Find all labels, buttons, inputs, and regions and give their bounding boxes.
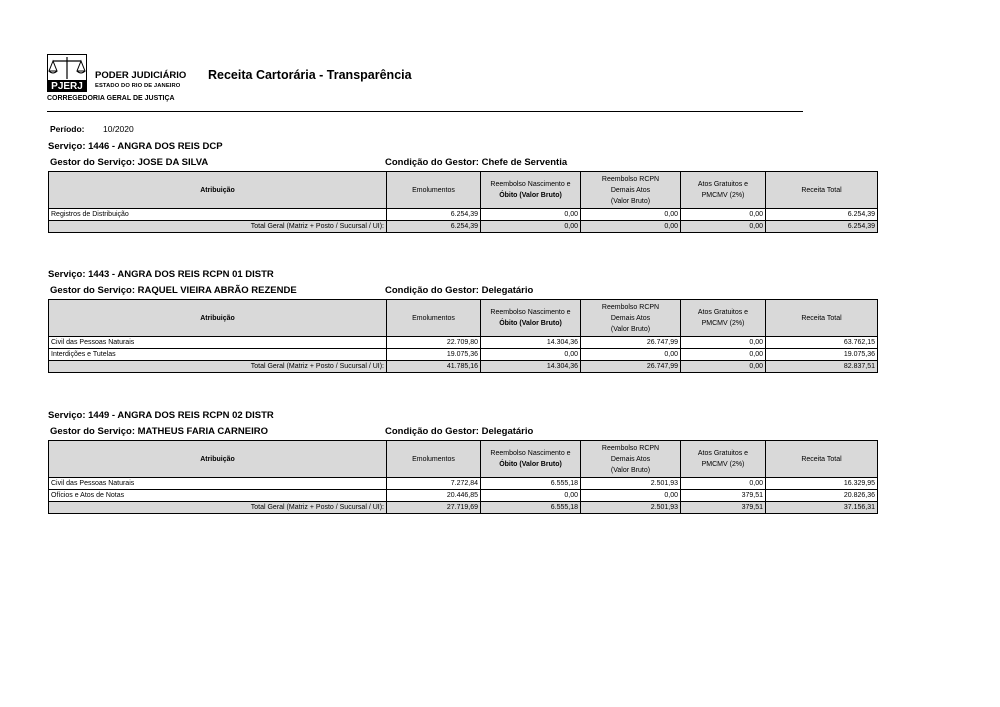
- cell-reembolso-rcpn: 2.501,93: [581, 478, 681, 490]
- total-emolumentos: 27.719,69: [387, 502, 481, 514]
- cell-reembolso-rcpn: 26.747,99: [581, 337, 681, 349]
- col-reembolso-rcpn: Reembolso RCPN Demais Atos (Valor Bruto): [581, 300, 681, 337]
- cell-atos-gratuitos: 379,51: [681, 490, 766, 502]
- cell-reembolso-nascimento: 0,00: [481, 490, 581, 502]
- cell-atos-gratuitos: 0,00: [681, 478, 766, 490]
- gestor-condition: Condição do Gestor: Chefe de Serventia: [385, 157, 568, 168]
- cell-atribuicao: Registros de Distribuição: [49, 209, 387, 221]
- col-receita-total: Receita Total: [766, 441, 878, 478]
- periodo-label: Período:: [50, 124, 85, 134]
- header-divider: [47, 111, 803, 112]
- svg-text:PJERJ: PJERJ: [51, 81, 83, 92]
- col-receita-total: Receita Total: [766, 300, 878, 337]
- corregedoria-label: CORREGEDORIA GERAL DE JUSTIÇA: [47, 95, 175, 102]
- total-reembolso-nascimento: 14.304,36: [481, 361, 581, 373]
- total-atos-gratuitos: 0,00: [681, 361, 766, 373]
- total-reembolso-nascimento: 6.555,18: [481, 502, 581, 514]
- col-reembolso-rcpn: Reembolso RCPN Demais Atos (Valor Bruto): [581, 441, 681, 478]
- cell-reembolso-rcpn: 0,00: [581, 209, 681, 221]
- col-emolumentos: Emolumentos: [387, 300, 481, 337]
- cell-receita-total: 6.254,39: [766, 209, 878, 221]
- table-row: [49, 478, 878, 490]
- table-row: [49, 209, 878, 221]
- total-reembolso-nascimento: 0,00: [481, 221, 581, 233]
- col-atribuicao: Atribuição: [49, 300, 387, 337]
- col-atos-gratuitos: Atos Gratuitos e PMCMV (2%): [681, 300, 766, 337]
- service-section: [48, 269, 878, 373]
- table-row: [49, 337, 878, 349]
- total-reembolso-rcpn: 0,00: [581, 221, 681, 233]
- total-emolumentos: 6.254,39: [387, 221, 481, 233]
- total-label: Total Geral (Matriz + Posto / Sucursal / UI):: [49, 221, 387, 233]
- total-atos-gratuitos: 0,00: [681, 221, 766, 233]
- cell-emolumentos: 6.254,39: [387, 209, 481, 221]
- gestor-condition: Condição do Gestor: Delegatário: [385, 426, 534, 437]
- service-title: Serviço: 1443 - ANGRA DOS REIS RCPN 01 DISTR: [48, 269, 274, 280]
- gestor-name: Gestor do Serviço: JOSE DA SILVA: [50, 157, 209, 168]
- total-receita-total: 82.837,51: [766, 361, 878, 373]
- cell-atos-gratuitos: 0,00: [681, 209, 766, 221]
- cell-receita-total: 63.762,15: [766, 337, 878, 349]
- total-receita-total: 6.254,39: [766, 221, 878, 233]
- col-atribuicao: Atribuição: [49, 441, 387, 478]
- periodo-value: 10/2020: [103, 124, 134, 134]
- service-title: Serviço: 1449 - ANGRA DOS REIS RCPN 02 DISTR: [48, 410, 274, 421]
- total-row: [49, 221, 878, 233]
- cell-atribuicao: Civil das Pessoas Naturais: [49, 478, 387, 490]
- cell-reembolso-nascimento: 14.304,36: [481, 337, 581, 349]
- pjerj-logo: [47, 54, 87, 92]
- col-atos-gratuitos: Atos Gratuitos e PMCMV (2%): [681, 172, 766, 209]
- cell-emolumentos: 7.272,84: [387, 478, 481, 490]
- total-emolumentos: 41.785,16: [387, 361, 481, 373]
- table-header-row: [49, 441, 878, 478]
- table-row: [49, 349, 878, 361]
- cell-reembolso-nascimento: 0,00: [481, 209, 581, 221]
- gestor-condition: Condição do Gestor: Delegatário: [385, 285, 534, 296]
- total-reembolso-rcpn: 2.501,93: [581, 502, 681, 514]
- cell-emolumentos: 22.709,80: [387, 337, 481, 349]
- total-row: [49, 361, 878, 373]
- col-atos-gratuitos: Atos Gratuitos e PMCMV (2%): [681, 441, 766, 478]
- service-title: Serviço: 1446 - ANGRA DOS REIS DCP: [48, 141, 223, 152]
- total-row: [49, 502, 878, 514]
- table-row: [49, 490, 878, 502]
- cell-reembolso-nascimento: 0,00: [481, 349, 581, 361]
- total-reembolso-rcpn: 26.747,99: [581, 361, 681, 373]
- col-emolumentos: Emolumentos: [387, 441, 481, 478]
- report-title: Receita Cartorária - Transparência: [208, 68, 412, 82]
- cell-reembolso-rcpn: 0,00: [581, 490, 681, 502]
- cell-atribuicao: Interdições e Tutelas: [49, 349, 387, 361]
- cell-receita-total: 16.329,95: [766, 478, 878, 490]
- cell-reembolso-rcpn: 0,00: [581, 349, 681, 361]
- table-header-row: [49, 172, 878, 209]
- cell-atribuicao: Civil das Pessoas Naturais: [49, 337, 387, 349]
- col-reembolso-rcpn: Reembolso RCPN Demais Atos (Valor Bruto): [581, 172, 681, 209]
- col-reembolso-nascimento: Reembolso Nascimento e Óbito (Valor Bruto): [481, 300, 581, 337]
- total-label: Total Geral (Matriz + Posto / Sucursal / UI):: [49, 502, 387, 514]
- service-section: [48, 410, 878, 514]
- cell-receita-total: 20.826,36: [766, 490, 878, 502]
- revenue-table: [48, 299, 878, 373]
- total-atos-gratuitos: 379,51: [681, 502, 766, 514]
- cell-atos-gratuitos: 0,00: [681, 349, 766, 361]
- org-name: PODER JUDICIÁRIO: [95, 70, 187, 81]
- cell-atos-gratuitos: 0,00: [681, 337, 766, 349]
- cell-emolumentos: 19.075,36: [387, 349, 481, 361]
- col-emolumentos: Emolumentos: [387, 172, 481, 209]
- revenue-table: [48, 440, 878, 514]
- cell-receita-total: 19.075,36: [766, 349, 878, 361]
- col-receita-total: Receita Total: [766, 172, 878, 209]
- table-header-row: [49, 300, 878, 337]
- cell-reembolso-nascimento: 6.555,18: [481, 478, 581, 490]
- service-section: [48, 141, 878, 233]
- total-label: Total Geral (Matriz + Posto / Sucursal / UI):: [49, 361, 387, 373]
- total-receita-total: 37.156,31: [766, 502, 878, 514]
- cell-atribuicao: Ofícios e Atos de Notas: [49, 490, 387, 502]
- gestor-name: Gestor do Serviço: MATHEUS FARIA CARNEIRO: [50, 426, 268, 437]
- col-reembolso-nascimento: Reembolso Nascimento e Óbito (Valor Bruto): [481, 172, 581, 209]
- col-reembolso-nascimento: Reembolso Nascimento e Óbito (Valor Bruto): [481, 441, 581, 478]
- cell-emolumentos: 20.446,85: [387, 490, 481, 502]
- revenue-table: [48, 171, 878, 233]
- org-subtitle: ESTADO DO RIO DE JANEIRO: [95, 83, 181, 89]
- col-atribuicao: Atribuição: [49, 172, 387, 209]
- gestor-name: Gestor do Serviço: RAQUEL VIEIRA ABRÃO REZENDE: [50, 285, 297, 296]
